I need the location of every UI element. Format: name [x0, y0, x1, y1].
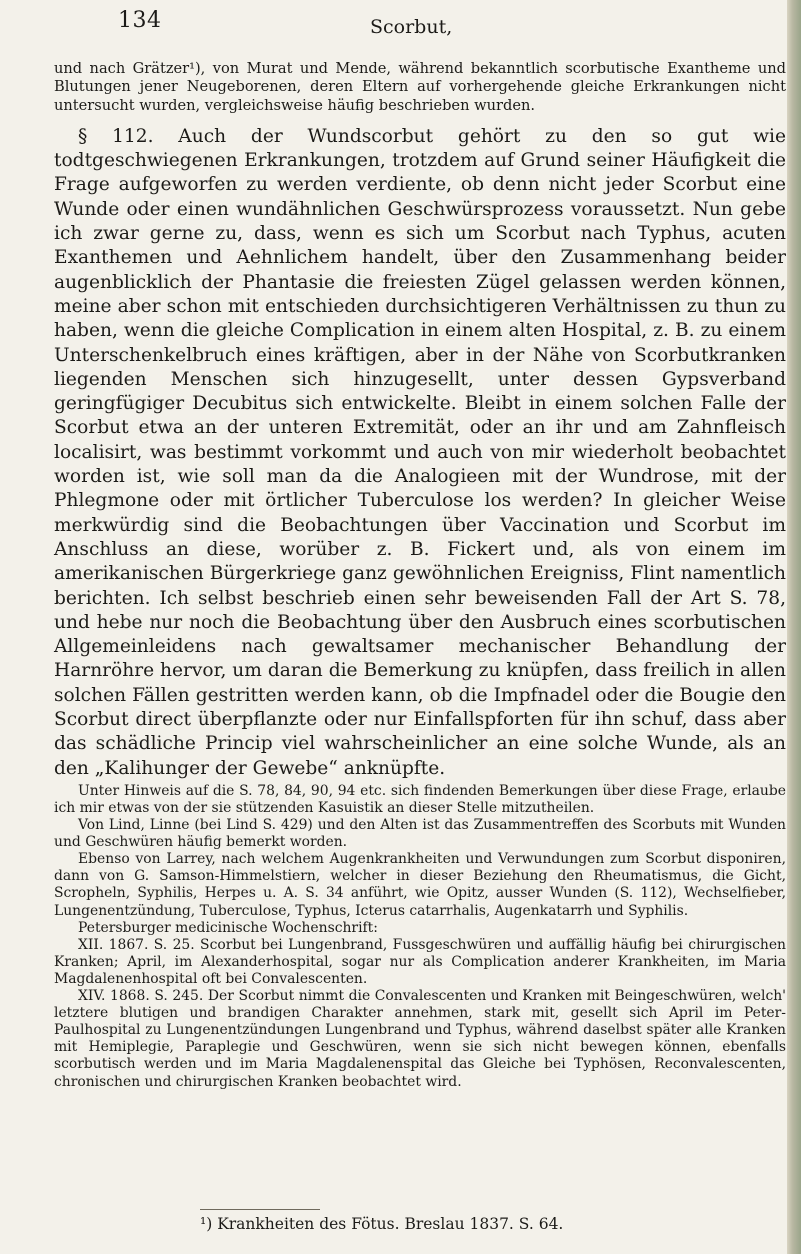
running-head: Scorbut,	[370, 16, 453, 38]
note-2: Von Lind, Linne (bei Lind S. 429) und den Alten ist das Zusammentreffen des Scorbuts mit Wunden und Geschwüren häufig bemerkt worden.	[54, 817, 786, 851]
footnote: ¹) Krankheiten des Fötus. Breslau 1837. S. 64.	[200, 1215, 564, 1233]
paragraph-intro: und nach Grätzer¹), von Murat und Mende, während bekanntlich scorbutische Exantheme und Blutungen jener Neugeborenen, deren Eltern auf vorhergehende gleiche Erkrankungen nicht untersucht wurden, vergleichsweise häufig beschrieben wurden.	[54, 60, 786, 114]
main-text	[54, 60, 786, 1091]
footnote-rule	[200, 1209, 320, 1210]
note-6: XIV. 1868. S. 245. Der Scorbut nimmt die Convalescenten und Kranken mit Beingeschwüren, welch' letztere blutigen und brandigen Charakter annehmen, stark mit, gesellt sich April im Peter-Paulhospital zu Lungenentzündungen Lungenbrand und Typhus, während daselbst später alle Kranken mit Hemiplegie, Paraplegie und Geschwüren, wenn sie sich nicht bewegen können, ebenfalls scorbutisch werden und im Maria Magdalenenspital das Gleiche bei Typhösen, Reconvalescenten, chronischen und chirurgischen Kranken beobachtet wird.	[54, 988, 786, 1090]
page-number: 134	[118, 8, 162, 33]
note-1: Unter Hinweis auf die S. 78, 84, 90, 94 etc. sich findenden Bemerkungen über diese Frage, erlaube ich mir etwas von der sie stützenden Kasuistik an dieser Stelle mitzutheilen.	[54, 782, 786, 816]
note-3: Ebenso von Larrey, nach welchem Augenkrankheiten und Verwundungen zum Scorbut disponiren, dann von G. Samson-Himmelstiern, welcher in dieser Beziehung den Rheumatismus, die Gicht, Scropheln, Syphilis, Herpes u. A. S. 34 anführt, wie Opitz, ausser Wunden (S. 112), Wechselfieber, Lungenentzündung, Tuberculose, Typhus, Icterus catarrhalis, Augenkatarrh und Syphilis.	[54, 851, 786, 919]
page-edge	[787, 0, 801, 1254]
notes-block	[54, 783, 786, 1091]
note-4: Petersburger medicinische Wochenschrift:	[78, 919, 378, 936]
paragraph-section-112: § 112. Auch der Wundscorbut gehört zu den so gut wie todtgeschwiegenen Erkrankungen, trotzdem auf Grund seiner Häufigkeit die Frage aufgeworfen zu werden verdiente, ob denn nicht jeder Scorbut eine Wunde oder einen wundähnlichen Geschwürsprozess voraussetzt. Nun gebe ich zwar gerne zu, dass, wenn es sich um Scorbut nach Typhus, acuten Exanthemen und Aehnlichem handelt, über den Zusammenhang beider augenblicklich der Phantasie die freiesten Zügel gelassen werden können, meine aber schon mit entschieden durchsichtigeren Verhältnissen zu thun zu haben, wenn die gleiche Complication in einem alten Hospital, z. B. zu einem Unterschenkelbruch eines kräftigen, aber in der Nähe von Scorbutkranken liegenden Menschen sich hinzugesellt, unter dessen Gypsverband geringfügiger Decubitus sich entwickelte. Bleibt in einem solchen Falle der Scorbut etwa an der unteren Extremität, oder an ihr und am Zahnfleisch localisirt, was bestimmt vorkommt und auch von mir wiederholt beobachtet worden ist, wie soll man da die Analogieen mit der Wundrose, mit der Phlegmone oder mit örtlicher Tuberculose los werden? In gleicher Weise merkwürdig sind die Beobachtungen über Vaccination und Scorbut im Anschluss an diese, worüber z. B. Fickert und, als von einem im amerikanischen Bürgerkriege ganz gewöhnlichen Ereigniss, Flint namentlich berichten. Ich selbst beschrieb einen sehr beweisenden Fall der Art S. 78, und hebe nur noch die Beobachtung über den Ausbruch eines scorbutischen Allgemeinleidens nach gewaltsamer mechanischer Behandlung der Harnröhre hervor, um daran die Bemerkung zu knüpfen, dass freilich in allen solchen Fällen gestritten werden kann, ob die Impfnadel oder die Bougie den Scorbut direct überpflanzte oder nur Einfallspforten für ihn schuf, dass aber das schädliche Princip viel wahrscheinlicher an eine solche Wunde, als an den „Kalihunger der Gewebe“ anknüpfte.	[54, 125, 786, 779]
note-5: XII. 1867. S. 25. Scorbut bei Lungenbrand, Fussgeschwüren und auffällig häufig bei chirurgischen Kranken; April, im Alexanderhospital, sogar nur als Complication anderer Krankheiten, im Maria Magdalenenhospital oft bei Convalescenten.	[54, 936, 786, 987]
